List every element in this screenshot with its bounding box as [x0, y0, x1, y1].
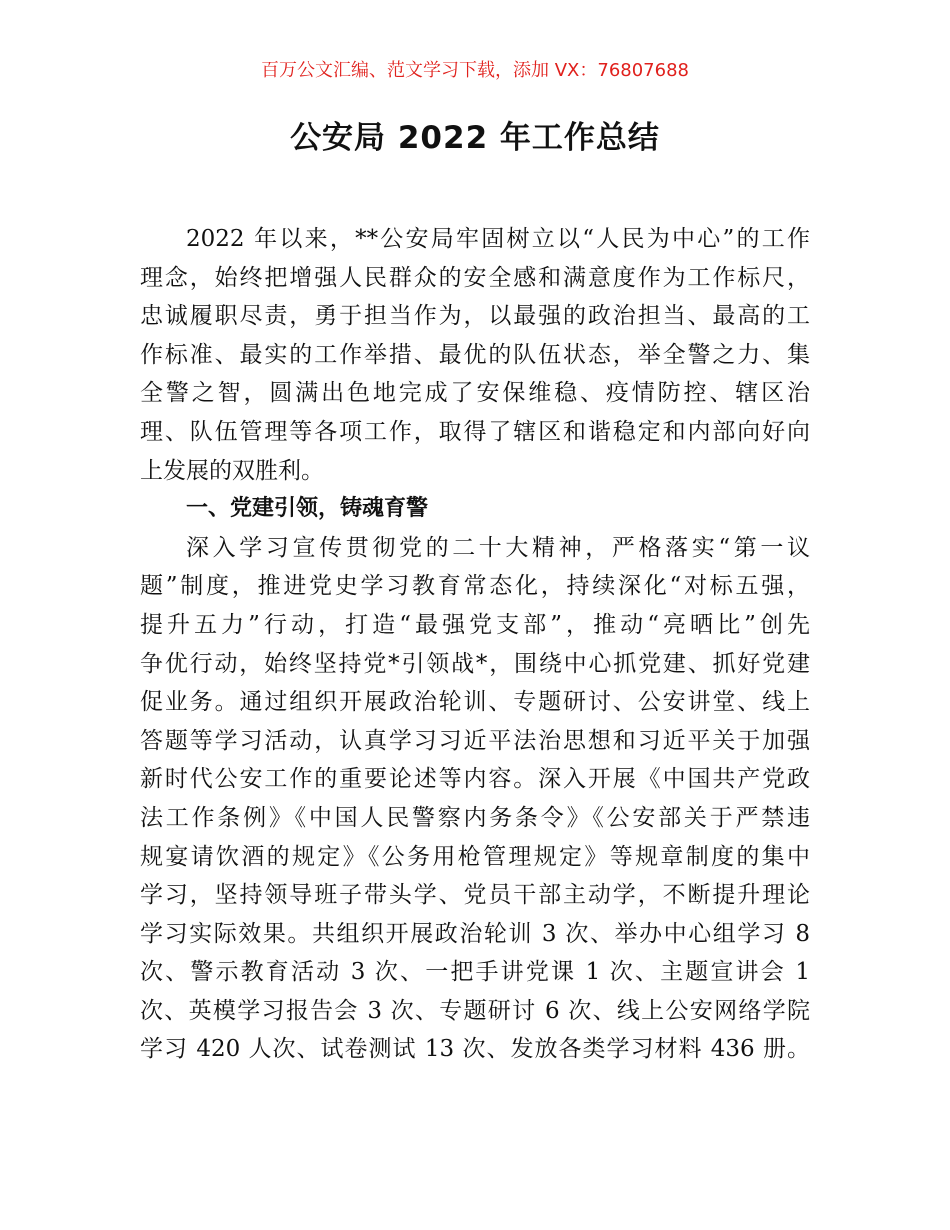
paragraph-line: 全警之智，圆满出色地完成了安保维稳、疫情防控、辖区治 [140, 380, 810, 407]
document-body [140, 220, 810, 1069]
paragraph-line: 争优行动，始终坚持党*引领战*，围绕中心抓党建、抓好党建 [140, 650, 810, 677]
paragraph-line: 学习实际效果。共组织开展政治轮训 3 次、举办中心组学习 8 [140, 920, 810, 947]
paragraph-line: 法工作条例》《中国人民警察内务条令》《公安部关于严禁违 [140, 804, 810, 831]
paragraph-line: 次、警示教育活动 3 次、一把手讲党课 1 次、主题宣讲会 1 [140, 959, 810, 986]
paragraph-line: 答题等学习活动，认真学习习近平法治思想和习近平关于加强 [140, 727, 810, 754]
paragraph-line: 学习 420 人次、试卷测试 13 次、发放各类学习材料 436 册。 [140, 1036, 810, 1063]
paragraph-line: 2022 年以来，**公安局牢固树立以“人民为中心”的工作 [186, 226, 810, 252]
paragraph-line: 上发展的双胜利。 [140, 457, 324, 484]
paragraph-line: 学习，坚持领导班子带头学、党员干部主动学，不断提升理论 [140, 882, 810, 909]
paragraph-line: 提升五力”行动，打造“最强党支部”，推动“亮晒比”创先 [140, 611, 810, 638]
paragraph-line: 深入学习宣传贯彻党的二十大精神，严格落实“第一议 [186, 534, 810, 561]
paragraph-line: 新时代公安工作的重要论述等内容。深入开展《中国共产党政 [140, 766, 810, 793]
paragraph-line: 理、队伍管理等各项工作，取得了辖区和谐稳定和内部向好向 [140, 418, 810, 445]
paragraph-line: 题”制度，推进党史学习教育常态化，持续深化“对标五强， [140, 573, 810, 600]
paragraph-line: 规宴请饮酒的规定》《公务用枪管理规定》等规章制度的集中 [140, 843, 810, 870]
paragraph-line: 次、英模学习报告会 3 次、专题研讨 6 次、线上公安网络学院 [140, 997, 810, 1024]
download-banner: 百万公文汇编、范文学习下载，添加 VX：76807688 [261, 60, 689, 81]
paragraph-line: 理念，始终把增强人民群众的安全感和满意度作为工作标尺， [140, 264, 810, 291]
section-heading: 一、党建引领，铸魂育警 [186, 496, 429, 522]
paragraph-line: 促业务。通过组织开展政治轮训、专题研讨、公安讲堂、线上 [140, 689, 810, 716]
paragraph-line: 忠诚履职尽责，勇于担当作为，以最强的政治担当、最高的工 [140, 303, 810, 330]
document-title: 公安局 2022 年工作总结 [290, 120, 660, 156]
paragraph-line: 作标准、最实的工作举措、最优的队伍状态，举全警之力、集 [140, 341, 810, 368]
